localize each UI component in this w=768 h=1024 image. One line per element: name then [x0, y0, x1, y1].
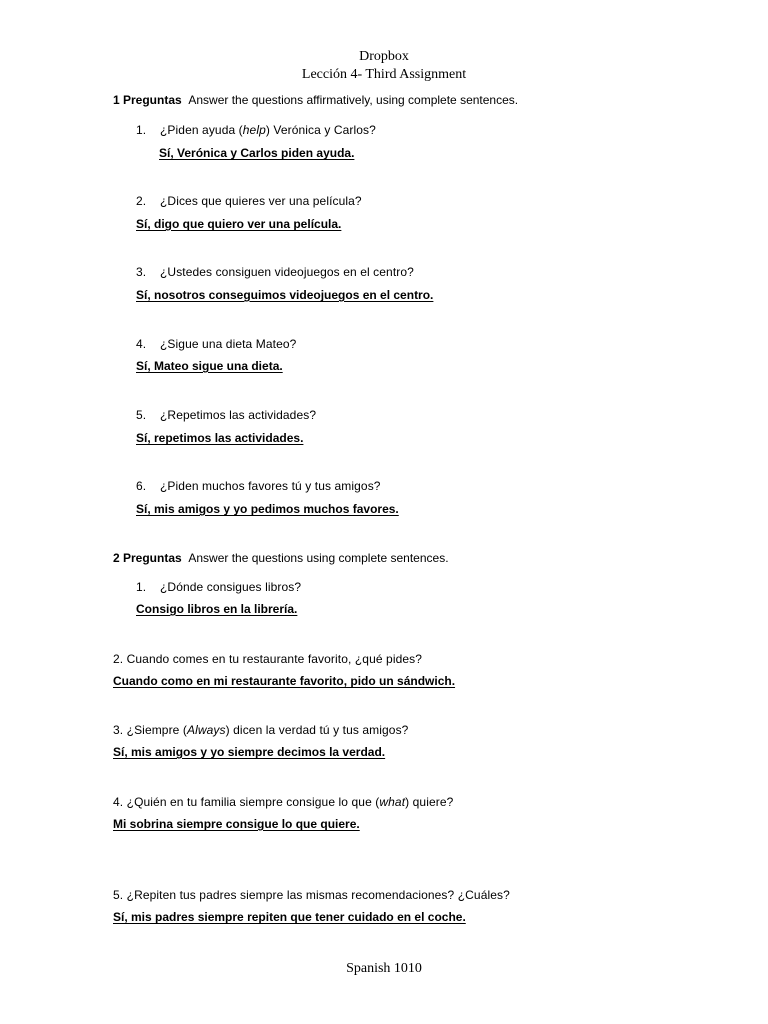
- question-text: ¿Dices que quieres ver una película?: [160, 194, 362, 208]
- answer-2-4: Mi sobrina siempre consigue lo que quiere.: [113, 817, 360, 831]
- page-footer: Spanish 1010: [346, 961, 422, 976]
- answer-2-5: Sí, mis padres siempre repiten que tener cuidado en el coche.: [113, 910, 466, 924]
- question-1-6: [136, 479, 381, 494]
- question-2-5: [113, 888, 510, 903]
- answer-1-4: Sí, Mateo sigue una dieta.: [136, 359, 283, 373]
- question-text-end: ) Verónica y Carlos?: [265, 123, 376, 137]
- question-emphasis: Always: [187, 723, 226, 737]
- question-text: ¿Repetimos las actividades?: [160, 408, 317, 422]
- question-emphasis: what: [379, 795, 406, 809]
- question-text: ¿Dónde consigues libros?: [160, 580, 302, 594]
- question-text: ¿Sigue una dieta Mateo?: [160, 337, 297, 351]
- question-2-3: [113, 723, 408, 738]
- question-2-1: [136, 580, 301, 595]
- section-1-heading: [113, 93, 518, 108]
- question-text-end: ) quiere?: [405, 795, 454, 809]
- question-2-4: [113, 795, 453, 810]
- section-1-label: 1 Preguntas: [113, 93, 182, 107]
- question-1-1: [136, 123, 376, 138]
- question-1-5: [136, 408, 316, 423]
- question-number: 5.: [136, 408, 147, 422]
- answer-2-1: Consigo libros en la librería.: [136, 602, 298, 616]
- question-text: ¿Ustedes consiguen videojuegos en el centro?: [160, 265, 414, 279]
- question-text-end: ) dicen la verdad tú y tus amigos?: [225, 723, 409, 737]
- question-number: 6.: [136, 479, 147, 493]
- answer-2-2: Cuando como en mi restaurante favorito, pido un sándwich.: [113, 674, 456, 688]
- question-number: 1.: [136, 123, 147, 137]
- question-2-2: [113, 652, 422, 667]
- question-1-3: [136, 265, 414, 280]
- question-text: 3. ¿Siempre (: [113, 723, 187, 737]
- answer-2-3: Sí, mis amigos y yo siempre decimos la verdad.: [113, 745, 386, 759]
- answer-1-2: Sí, digo que quiero ver una película.: [136, 217, 342, 231]
- question-text: 5. ¿Repiten tus padres siempre las mismas recomendaciones? ¿Cuáles?: [113, 888, 510, 902]
- question-text: ¿Piden ayuda (: [160, 123, 243, 137]
- question-1-4: [136, 337, 296, 352]
- question-number: 4.: [136, 337, 147, 351]
- question-number: 1.: [136, 580, 147, 594]
- document-title: Dropbox: [359, 49, 409, 64]
- answer-1-6: Sí, mis amigos y yo pedimos muchos favores.: [136, 502, 399, 516]
- answer-1-3: Sí, nosotros conseguimos videojuegos en el centro.: [136, 288, 434, 302]
- section-2-heading: [113, 551, 449, 566]
- section-2-instruction: Answer the questions using complete sentences.: [188, 551, 449, 565]
- section-1-instruction: Answer the questions affirmatively, using complete sentences.: [188, 93, 519, 107]
- question-number: 3.: [136, 265, 147, 279]
- question-text: 2. Cuando comes en tu restaurante favorito, ¿qué pides?: [113, 652, 423, 666]
- answer-1-1: Sí, Verónica y Carlos piden ayuda.: [159, 146, 355, 160]
- document-subtitle: Lección 4- Third Assignment: [301, 67, 467, 82]
- question-1-2: [136, 194, 362, 209]
- question-emphasis: help: [242, 123, 266, 137]
- question-text: ¿Piden muchos favores tú y tus amigos?: [160, 479, 381, 493]
- section-2-label: 2 Preguntas: [113, 551, 182, 565]
- question-number: 2.: [136, 194, 147, 208]
- answer-1-5: Sí, repetimos las actividades.: [136, 431, 304, 445]
- question-text: 4. ¿Quién en tu familia siempre consigue lo que (: [113, 795, 380, 809]
